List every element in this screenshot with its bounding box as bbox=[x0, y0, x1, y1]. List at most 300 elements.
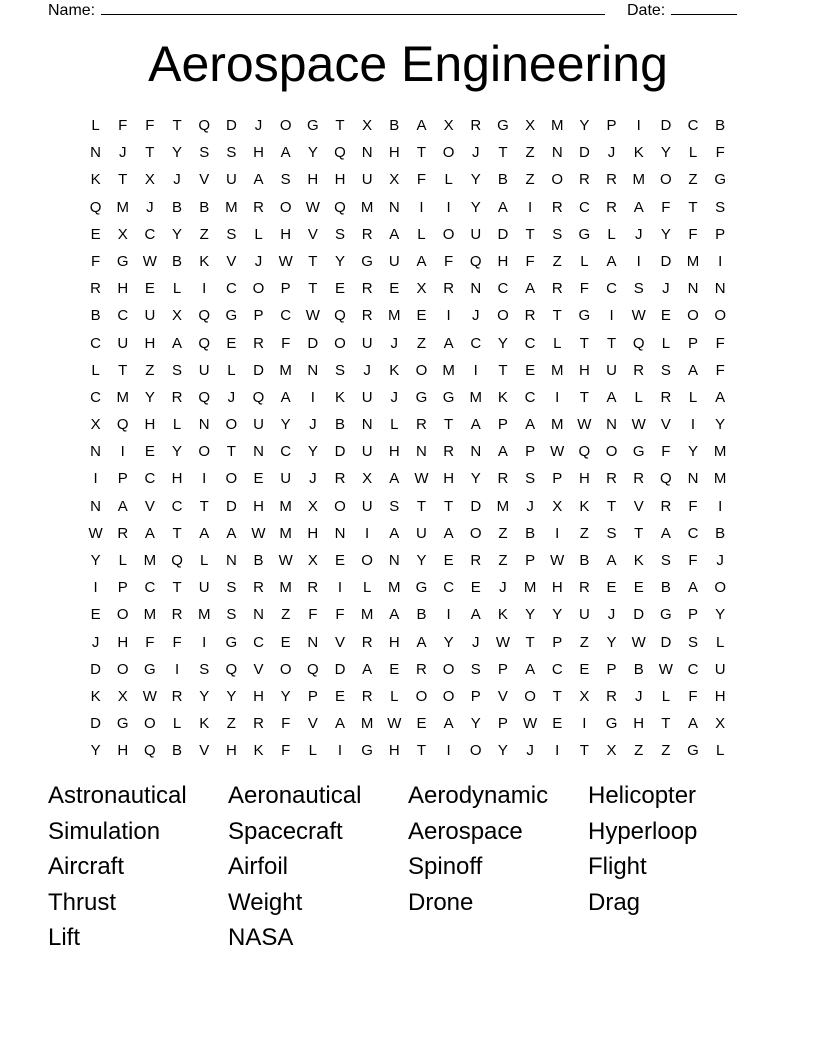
grid-letter[interactable]: A bbox=[688, 715, 699, 733]
grid-letter[interactable]: I bbox=[718, 497, 723, 515]
grid-letter[interactable]: S bbox=[470, 660, 481, 678]
grid-letter[interactable]: X bbox=[90, 416, 101, 434]
grid-letter[interactable]: L bbox=[390, 687, 399, 705]
grid-letter[interactable]: V bbox=[226, 252, 237, 270]
grid-letter[interactable]: J bbox=[309, 416, 317, 434]
grid-letter[interactable]: M bbox=[442, 361, 455, 379]
grid-letter[interactable]: J bbox=[227, 388, 236, 406]
grid-letter[interactable]: X bbox=[525, 117, 536, 134]
grid-letter[interactable]: A bbox=[497, 198, 508, 216]
grid-letter[interactable]: V bbox=[144, 497, 155, 515]
grid-letter[interactable]: I bbox=[555, 742, 560, 760]
grid-letter[interactable]: O bbox=[415, 687, 428, 705]
grid-letter[interactable]: F bbox=[525, 252, 535, 270]
grid-letter[interactable]: I bbox=[337, 579, 343, 597]
grid-letter[interactable]: B bbox=[416, 606, 427, 624]
grid-letter[interactable]: C bbox=[144, 225, 156, 243]
grid-letter[interactable]: N bbox=[90, 144, 101, 162]
grid-letter[interactable]: J bbox=[254, 117, 263, 134]
grid-letter[interactable]: T bbox=[416, 144, 427, 162]
grid-letter[interactable]: Q bbox=[660, 470, 672, 488]
grid-letter[interactable]: I bbox=[555, 388, 560, 406]
grid-letter[interactable]: N bbox=[470, 443, 482, 461]
grid-letter[interactable]: I bbox=[365, 524, 370, 542]
grid-letter[interactable]: P bbox=[307, 687, 318, 705]
grid-letter[interactable]: W bbox=[278, 552, 293, 569]
grid-letter[interactable]: G bbox=[225, 633, 238, 651]
grid-letter[interactable]: Q bbox=[144, 742, 156, 760]
grid-letter[interactable]: S bbox=[199, 144, 210, 162]
grid-letter[interactable]: V bbox=[633, 497, 644, 515]
grid-letter[interactable]: B bbox=[389, 117, 400, 134]
grid-letter[interactable]: I bbox=[555, 524, 560, 542]
grid-letter[interactable]: Y bbox=[199, 687, 210, 705]
grid-letter[interactable]: Z bbox=[199, 225, 209, 243]
grid-letter[interactable]: I bbox=[609, 307, 614, 325]
grid-letter[interactable]: J bbox=[173, 171, 181, 189]
grid-letter[interactable]: C bbox=[470, 334, 482, 352]
grid-letter[interactable]: O bbox=[361, 552, 373, 569]
grid-letter[interactable]: Y bbox=[715, 606, 726, 624]
grid-letter[interactable]: A bbox=[199, 524, 210, 542]
grid-letter[interactable]: G bbox=[442, 388, 455, 406]
grid-letter[interactable]: D bbox=[470, 497, 482, 515]
grid-letter[interactable]: H bbox=[307, 171, 319, 189]
grid-letter[interactable]: Y bbox=[172, 443, 183, 461]
grid-letter[interactable]: A bbox=[389, 470, 400, 488]
grid-letter[interactable]: L bbox=[91, 117, 100, 134]
grid-letter[interactable]: D bbox=[307, 334, 319, 352]
grid-letter[interactable]: R bbox=[578, 171, 590, 189]
grid-letter[interactable]: Y bbox=[307, 443, 318, 461]
grid-letter[interactable]: Y bbox=[497, 334, 508, 352]
grid-letter[interactable]: L bbox=[254, 225, 263, 243]
grid-letter[interactable]: A bbox=[688, 579, 699, 597]
grid-letter[interactable]: E bbox=[334, 552, 345, 569]
grid-letter[interactable]: T bbox=[525, 633, 535, 651]
grid-letter[interactable]: S bbox=[334, 361, 345, 379]
grid-letter[interactable]: P bbox=[688, 334, 699, 352]
grid-letter[interactable]: H bbox=[225, 742, 237, 760]
grid-letter[interactable]: R bbox=[253, 334, 264, 352]
grid-letter[interactable]: Z bbox=[525, 144, 535, 162]
grid-letter[interactable]: B bbox=[172, 198, 183, 216]
grid-letter[interactable]: J bbox=[363, 361, 371, 379]
grid-letter[interactable]: P bbox=[117, 470, 128, 488]
grid-letter[interactable]: I bbox=[446, 606, 451, 624]
grid-letter[interactable]: H bbox=[388, 633, 400, 651]
grid-letter[interactable]: P bbox=[497, 660, 508, 678]
grid-letter[interactable]: N bbox=[361, 144, 373, 162]
grid-letter[interactable]: Z bbox=[579, 524, 589, 542]
grid-letter[interactable]: N bbox=[198, 416, 210, 434]
grid-letter[interactable]: H bbox=[117, 280, 129, 298]
grid-letter[interactable]: A bbox=[389, 606, 400, 624]
grid-letter[interactable]: X bbox=[362, 470, 373, 488]
grid-letter[interactable]: S bbox=[226, 606, 237, 624]
grid-letter[interactable]: A bbox=[443, 524, 454, 542]
grid-letter[interactable]: J bbox=[472, 144, 480, 162]
grid-letter[interactable]: Y bbox=[280, 416, 291, 434]
grid-letter[interactable]: O bbox=[469, 742, 482, 760]
grid-letter[interactable]: A bbox=[443, 715, 454, 733]
grid-letter[interactable]: R bbox=[416, 416, 427, 434]
grid-letter[interactable]: H bbox=[388, 443, 400, 461]
grid-letter[interactable]: R bbox=[606, 198, 617, 216]
grid-letter[interactable]: G bbox=[632, 443, 645, 461]
grid-letter[interactable]: T bbox=[172, 117, 182, 134]
grid-letter[interactable]: F bbox=[335, 606, 345, 624]
grid-letter[interactable]: Q bbox=[334, 144, 346, 162]
grid-letter[interactable]: I bbox=[202, 280, 207, 298]
grid-letter[interactable]: J bbox=[146, 198, 154, 216]
grid-letter[interactable]: W bbox=[305, 307, 320, 325]
grid-letter[interactable]: Y bbox=[416, 552, 427, 569]
grid-letter[interactable]: R bbox=[578, 579, 590, 597]
grid-letter[interactable]: X bbox=[307, 552, 318, 569]
grid-letter[interactable]: B bbox=[633, 660, 644, 678]
grid-letter[interactable]: A bbox=[334, 715, 345, 733]
grid-letter[interactable]: H bbox=[443, 470, 455, 488]
grid-letter[interactable]: E bbox=[389, 660, 400, 678]
grid-letter[interactable]: I bbox=[527, 198, 533, 216]
grid-letter[interactable]: M bbox=[143, 606, 157, 624]
grid-letter[interactable]: Q bbox=[469, 252, 482, 270]
grid-letter[interactable]: A bbox=[606, 552, 617, 569]
grid-letter[interactable]: G bbox=[605, 715, 618, 733]
grid-letter[interactable]: U bbox=[416, 524, 427, 542]
grid-letter[interactable]: W bbox=[550, 552, 565, 569]
grid-letter[interactable]: P bbox=[280, 280, 291, 298]
grid-letter[interactable]: E bbox=[416, 307, 427, 325]
grid-letter[interactable]: K bbox=[579, 497, 590, 515]
grid-letter[interactable]: M bbox=[550, 361, 564, 379]
grid-letter[interactable]: T bbox=[118, 361, 128, 379]
grid-letter[interactable]: H bbox=[253, 687, 264, 705]
grid-letter[interactable]: H bbox=[117, 633, 129, 651]
grid-letter[interactable]: T bbox=[416, 497, 427, 515]
grid-letter[interactable]: D bbox=[334, 443, 346, 461]
grid-letter[interactable]: S bbox=[660, 552, 671, 569]
grid-letter[interactable]: A bbox=[226, 524, 237, 542]
grid-letter[interactable]: M bbox=[360, 606, 374, 624]
grid-letter[interactable]: L bbox=[91, 361, 100, 379]
grid-letter[interactable]: Z bbox=[145, 361, 155, 379]
grid-letter[interactable]: L bbox=[607, 225, 616, 243]
grid-letter[interactable]: O bbox=[116, 606, 129, 624]
grid-letter[interactable]: T bbox=[552, 687, 562, 705]
grid-letter[interactable]: F bbox=[145, 633, 155, 651]
grid-letter[interactable]: A bbox=[362, 660, 373, 678]
grid-letter[interactable]: G bbox=[714, 171, 726, 189]
grid-letter[interactable]: D bbox=[633, 606, 645, 624]
grid-letter[interactable]: P bbox=[497, 715, 508, 733]
grid-letter[interactable]: Q bbox=[334, 307, 346, 325]
word-search-grid[interactable] bbox=[82, 112, 734, 765]
grid-letter[interactable]: A bbox=[144, 524, 155, 542]
grid-letter[interactable]: A bbox=[253, 171, 264, 189]
grid-letter[interactable]: H bbox=[253, 497, 264, 515]
grid-letter[interactable]: T bbox=[634, 524, 644, 542]
grid-letter[interactable]: G bbox=[415, 579, 428, 597]
grid-letter[interactable]: S bbox=[660, 361, 671, 379]
grid-letter[interactable]: L bbox=[118, 552, 127, 569]
grid-letter[interactable]: Z bbox=[525, 171, 535, 189]
grid-letter[interactable]: P bbox=[552, 470, 563, 488]
grid-letter[interactable]: T bbox=[552, 307, 562, 325]
grid-letter[interactable]: U bbox=[361, 443, 373, 461]
grid-letter[interactable]: Q bbox=[306, 660, 319, 678]
grid-letter[interactable]: N bbox=[307, 361, 319, 379]
grid-letter[interactable]: L bbox=[172, 416, 182, 434]
grid-letter[interactable]: P bbox=[525, 552, 536, 569]
grid-letter[interactable]: K bbox=[90, 171, 101, 189]
grid-letter[interactable]: I bbox=[93, 579, 98, 597]
grid-letter[interactable]: M bbox=[388, 579, 401, 597]
grid-letter[interactable]: S bbox=[525, 470, 536, 488]
grid-letter[interactable]: I bbox=[419, 198, 424, 216]
grid-letter[interactable]: Q bbox=[578, 443, 591, 461]
grid-letter[interactable]: C bbox=[90, 334, 101, 352]
grid-letter[interactable]: A bbox=[416, 117, 427, 134]
grid-letter[interactable]: F bbox=[661, 443, 671, 461]
grid-letter[interactable]: H bbox=[334, 171, 346, 189]
grid-letter[interactable]: C bbox=[144, 470, 156, 488]
grid-letter[interactable]: W bbox=[577, 416, 592, 434]
grid-letter[interactable]: R bbox=[361, 307, 373, 325]
grid-letter[interactable]: A bbox=[280, 144, 291, 162]
grid-letter[interactable]: G bbox=[361, 742, 373, 760]
grid-letter[interactable]: L bbox=[661, 334, 671, 352]
grid-letter[interactable]: K bbox=[497, 388, 508, 406]
grid-letter[interactable]: E bbox=[226, 334, 237, 352]
grid-letter[interactable]: L bbox=[200, 552, 209, 569]
grid-letter[interactable]: Q bbox=[334, 198, 346, 216]
grid-letter[interactable]: U bbox=[361, 334, 373, 352]
grid-letter[interactable]: E bbox=[144, 443, 155, 461]
grid-letter[interactable]: Y bbox=[660, 144, 671, 162]
grid-letter[interactable]: Q bbox=[171, 552, 183, 569]
grid-letter[interactable]: T bbox=[444, 416, 454, 434]
grid-letter[interactable]: H bbox=[578, 470, 590, 488]
grid-letter[interactable]: K bbox=[90, 687, 101, 705]
grid-letter[interactable]: I bbox=[120, 443, 125, 461]
grid-letter[interactable]: T bbox=[226, 443, 236, 461]
grid-letter[interactable]: J bbox=[309, 470, 317, 488]
grid-letter[interactable]: Q bbox=[198, 307, 211, 325]
grid-letter[interactable]: T bbox=[606, 497, 617, 515]
grid-letter[interactable]: T bbox=[308, 280, 318, 298]
grid-letter[interactable]: X bbox=[715, 715, 726, 733]
grid-letter[interactable]: M bbox=[686, 252, 700, 270]
grid-letter[interactable]: Y bbox=[280, 687, 291, 705]
grid-letter[interactable]: J bbox=[634, 687, 643, 705]
grid-letter[interactable]: R bbox=[90, 280, 101, 298]
grid-letter[interactable]: H bbox=[307, 524, 319, 542]
grid-letter[interactable]: M bbox=[496, 497, 510, 515]
grid-letter[interactable]: B bbox=[253, 552, 264, 569]
grid-letter[interactable]: W bbox=[658, 660, 673, 678]
grid-letter[interactable]: K bbox=[334, 388, 345, 406]
grid-letter[interactable]: W bbox=[550, 443, 565, 461]
grid-letter[interactable]: M bbox=[279, 579, 292, 597]
grid-letter[interactable]: L bbox=[172, 715, 182, 733]
grid-letter[interactable]: R bbox=[606, 171, 617, 189]
grid-letter[interactable]: J bbox=[716, 552, 724, 569]
grid-letter[interactable]: N bbox=[687, 470, 699, 488]
grid-letter[interactable]: O bbox=[442, 225, 455, 243]
grid-letter[interactable]: E bbox=[90, 606, 101, 624]
grid-letter[interactable]: L bbox=[362, 579, 372, 597]
grid-letter[interactable]: H bbox=[388, 144, 400, 162]
grid-letter[interactable]: I bbox=[446, 742, 451, 760]
grid-letter[interactable]: Y bbox=[579, 117, 590, 134]
grid-letter[interactable]: T bbox=[661, 715, 671, 733]
grid-letter[interactable]: P bbox=[552, 633, 563, 651]
grid-letter[interactable]: U bbox=[117, 334, 129, 352]
grid-letter[interactable]: P bbox=[253, 307, 264, 325]
grid-letter[interactable]: T bbox=[199, 497, 209, 515]
grid-letter[interactable]: C bbox=[687, 524, 699, 542]
grid-letter[interactable]: J bbox=[254, 252, 263, 270]
grid-letter[interactable]: R bbox=[361, 687, 373, 705]
grid-letter[interactable]: E bbox=[144, 280, 155, 298]
grid-letter[interactable]: F bbox=[281, 715, 291, 733]
grid-letter[interactable]: M bbox=[632, 171, 645, 189]
grid-letter[interactable]: N bbox=[307, 633, 319, 651]
grid-letter[interactable]: A bbox=[416, 633, 427, 651]
grid-letter[interactable]: U bbox=[361, 388, 373, 406]
grid-letter[interactable]: M bbox=[713, 470, 727, 488]
grid-letter[interactable]: Y bbox=[606, 633, 617, 651]
grid-letter[interactable]: R bbox=[253, 198, 264, 216]
grid-letter[interactable]: U bbox=[388, 252, 400, 270]
grid-letter[interactable]: S bbox=[226, 225, 237, 243]
grid-letter[interactable]: R bbox=[443, 443, 455, 461]
grid-letter[interactable]: E bbox=[660, 307, 671, 325]
grid-letter[interactable]: R bbox=[470, 552, 482, 569]
grid-letter[interactable]: O bbox=[469, 524, 482, 542]
grid-letter[interactable]: Q bbox=[89, 198, 102, 216]
grid-letter[interactable]: A bbox=[117, 497, 128, 515]
grid-letter[interactable]: B bbox=[660, 579, 671, 597]
grid-letter[interactable]: D bbox=[497, 225, 509, 243]
grid-letter[interactable]: I bbox=[690, 416, 696, 434]
grid-letter[interactable]: N bbox=[416, 443, 427, 461]
grid-letter[interactable]: J bbox=[91, 633, 100, 651]
grid-letter[interactable]: B bbox=[497, 171, 508, 189]
grid-letter[interactable]: X bbox=[307, 497, 318, 515]
grid-letter[interactable]: S bbox=[389, 497, 400, 515]
grid-letter[interactable]: F bbox=[145, 117, 155, 134]
grid-letter[interactable]: M bbox=[388, 307, 401, 325]
grid-letter[interactable]: C bbox=[443, 579, 455, 597]
grid-letter[interactable]: T bbox=[579, 388, 589, 406]
grid-letter[interactable]: B bbox=[334, 416, 345, 434]
grid-letter[interactable]: B bbox=[715, 117, 726, 134]
grid-letter[interactable]: X bbox=[552, 497, 563, 515]
grid-letter[interactable]: Y bbox=[90, 742, 101, 760]
grid-letter[interactable]: K bbox=[389, 361, 400, 379]
grid-letter[interactable]: D bbox=[578, 144, 590, 162]
grid-letter[interactable]: N bbox=[225, 552, 237, 569]
grid-letter[interactable]: R bbox=[606, 687, 617, 705]
grid-letter[interactable]: I bbox=[636, 117, 641, 134]
grid-letter[interactable]: K bbox=[497, 606, 508, 624]
grid-letter[interactable]: F bbox=[281, 742, 291, 760]
grid-letter[interactable]: Y bbox=[90, 552, 101, 569]
grid-letter[interactable]: O bbox=[497, 307, 509, 325]
grid-letter[interactable]: G bbox=[497, 117, 509, 134]
grid-letter[interactable]: J bbox=[472, 633, 480, 651]
grid-letter[interactable]: W bbox=[142, 252, 157, 270]
grid-letter[interactable]: H bbox=[144, 334, 156, 352]
grid-letter[interactable]: E bbox=[525, 361, 536, 379]
grid-letter[interactable]: R bbox=[171, 388, 183, 406]
grid-letter[interactable]: M bbox=[116, 388, 129, 406]
grid-letter[interactable]: X bbox=[443, 117, 454, 134]
grid-letter[interactable]: H bbox=[388, 742, 400, 760]
grid-letter[interactable]: Z bbox=[498, 524, 508, 542]
grid-letter[interactable]: R bbox=[361, 280, 373, 298]
grid-letter[interactable]: N bbox=[687, 280, 699, 298]
grid-letter[interactable]: J bbox=[607, 144, 616, 162]
grid-letter[interactable]: E bbox=[334, 687, 345, 705]
grid-letter[interactable]: S bbox=[172, 361, 183, 379]
grid-letter[interactable]: J bbox=[118, 144, 127, 162]
grid-letter[interactable]: C bbox=[524, 334, 536, 352]
grid-letter[interactable]: Z bbox=[416, 334, 427, 352]
grid-letter[interactable]: S bbox=[199, 660, 210, 678]
grid-letter[interactable]: O bbox=[225, 416, 238, 434]
grid-letter[interactable]: F bbox=[118, 117, 128, 134]
grid-letter[interactable]: S bbox=[226, 144, 237, 162]
grid-letter[interactable]: N bbox=[606, 416, 617, 434]
grid-letter[interactable]: U bbox=[198, 579, 210, 597]
grid-letter[interactable]: F bbox=[688, 497, 698, 515]
grid-letter[interactable]: Z bbox=[634, 742, 644, 760]
grid-letter[interactable]: R bbox=[606, 470, 617, 488]
grid-letter[interactable]: S bbox=[633, 280, 644, 298]
grid-letter[interactable]: A bbox=[633, 198, 644, 216]
grid-letter[interactable]: K bbox=[633, 144, 644, 162]
grid-letter[interactable]: A bbox=[497, 443, 508, 461]
grid-letter[interactable]: S bbox=[688, 633, 699, 651]
grid-letter[interactable]: X bbox=[362, 117, 373, 134]
grid-letter[interactable]: Y bbox=[172, 144, 183, 162]
grid-letter[interactable]: G bbox=[116, 715, 129, 733]
grid-letter[interactable]: W bbox=[305, 198, 320, 216]
grid-letter[interactable]: C bbox=[253, 633, 264, 651]
grid-letter[interactable]: E bbox=[334, 280, 345, 298]
grid-letter[interactable]: K bbox=[253, 742, 264, 760]
grid-letter[interactable]: U bbox=[280, 470, 292, 488]
grid-letter[interactable]: W bbox=[631, 633, 646, 651]
grid-letter[interactable]: W bbox=[631, 307, 646, 325]
grid-letter[interactable]: R bbox=[524, 307, 536, 325]
grid-letter[interactable]: R bbox=[551, 198, 563, 216]
grid-letter[interactable]: V bbox=[307, 715, 318, 733]
grid-letter[interactable]: C bbox=[117, 307, 129, 325]
date-blank-line[interactable] bbox=[671, 0, 737, 15]
grid-letter[interactable]: H bbox=[280, 225, 292, 243]
grid-letter[interactable]: D bbox=[253, 361, 264, 379]
grid-letter[interactable]: L bbox=[553, 334, 562, 352]
grid-letter[interactable]: A bbox=[172, 334, 183, 352]
grid-letter[interactable]: T bbox=[444, 497, 454, 515]
grid-letter[interactable]: W bbox=[631, 416, 646, 434]
grid-letter[interactable]: O bbox=[116, 660, 129, 678]
